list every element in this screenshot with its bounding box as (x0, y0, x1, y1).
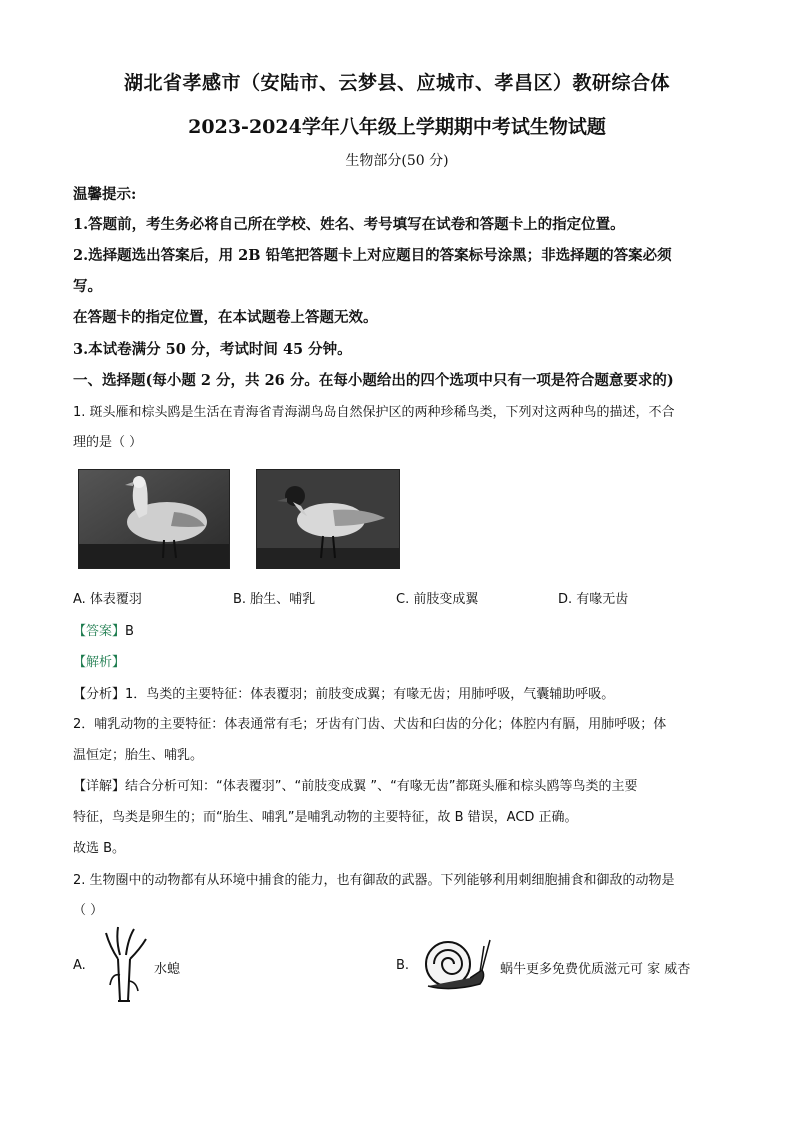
q2-stem-line-1: 2. 生物圈中的动物都有从环境中捕食的能力，也有御敌的武器。下列能够利用刺细胞捕食和御敌的动物是 (73, 873, 675, 888)
q1-answer-row (73, 620, 134, 639)
q1-analysis-line: 【分析】1．鸟类的主要特征：体表覆羽；前肢变成翼；有喙无齿；用肺呼吸，气囊辅助呼吸。 (73, 687, 615, 702)
snail-illustration (420, 930, 496, 996)
q1-option-b: B. 胎生、哺乳 (233, 592, 316, 607)
analysis-tag: 【解析】 (73, 655, 126, 670)
q2-option-b-text: 蜗牛更多免费优质滋元可 家 威杏 (500, 962, 691, 977)
title-line-1: 湖北省孝感市（安陆市、云梦县、应城市、孝昌区）教研综合体 (123, 72, 670, 94)
answer-tag: 【答案】 (73, 624, 126, 639)
title-line-2: 2023-2024学年八年级上学期期中考试生物试题 (188, 116, 606, 138)
subtitle: 生物部分(50 分) (345, 153, 449, 169)
tip-item: 3.本试卷满分 50 分，考试时间 45 分钟。 (73, 341, 352, 358)
q1-stem-line-1: 1. 斑头雁和棕头鸥是生活在青海省青海湖鸟岛自然保护区的两种珍稀鸟类，下列对这两种鸟的描述，不合 (73, 405, 675, 420)
q1-analysis-line: 故选 B。 (73, 841, 126, 856)
goose-photo (78, 469, 230, 569)
tip-item: 2.选择题选出答案后，用 2B 铅笔把答题卡上对应题目的答案标号涂黑；非选择题的答案必须 (73, 247, 672, 264)
tip-item: 写。 (73, 278, 102, 295)
q1-analysis-tag-row (73, 651, 125, 670)
q2-option-a-text: 水螅 (154, 962, 181, 977)
q2-option-a-letter: A. (73, 958, 86, 973)
q1-option-d: D. 有喙无齿 (558, 592, 629, 607)
q1-option-c: C. 前肢变成翼 (396, 592, 479, 607)
section-heading: 一、选择题(每小题 2 分，共 26 分。在每小题给出的四个选项中只有一项是符合题意要求的) (73, 372, 674, 389)
gull-photo (256, 469, 400, 569)
tip-item: 1.答题前，考生务必将自己所在学校、姓名、考号填写在试卷和答题卡上的指定位置。 (73, 216, 625, 233)
q2-stem-line-2: （ ） (73, 903, 104, 918)
q1-stem-line-2: 理的是（ ） (73, 435, 143, 450)
q1-option-a: A. 体表覆羽 (73, 592, 142, 607)
hydra-illustration (102, 925, 148, 1003)
q1-analysis-line: 【详解】结合分析可知：“体表覆羽”、“前肢变成翼 ”、“有喙无齿”都斑头雁和棕头鸥等鸟类的主要 (73, 779, 638, 794)
q1-analysis-line: 2．哺乳动物的主要特征：体表通常有毛；牙齿有门齿、犬齿和臼齿的分化；体腔内有膈，用肺呼吸；体 (73, 717, 667, 732)
tip-item: 在答题卡的指定位置，在本试题卷上答题无效。 (73, 309, 378, 326)
q1-analysis-line: 特征，鸟类是卵生的；而“胎生、哺乳”是哺乳动物的主要特征，故 B 错误，ACD 正确。 (73, 810, 578, 825)
q1-analysis-line: 温恒定；胎生、哺乳。 (73, 748, 204, 763)
q2-option-b-letter: B. (396, 958, 410, 973)
answer-value: B (125, 624, 134, 639)
tips-heading: 温馨提示: (73, 186, 137, 203)
